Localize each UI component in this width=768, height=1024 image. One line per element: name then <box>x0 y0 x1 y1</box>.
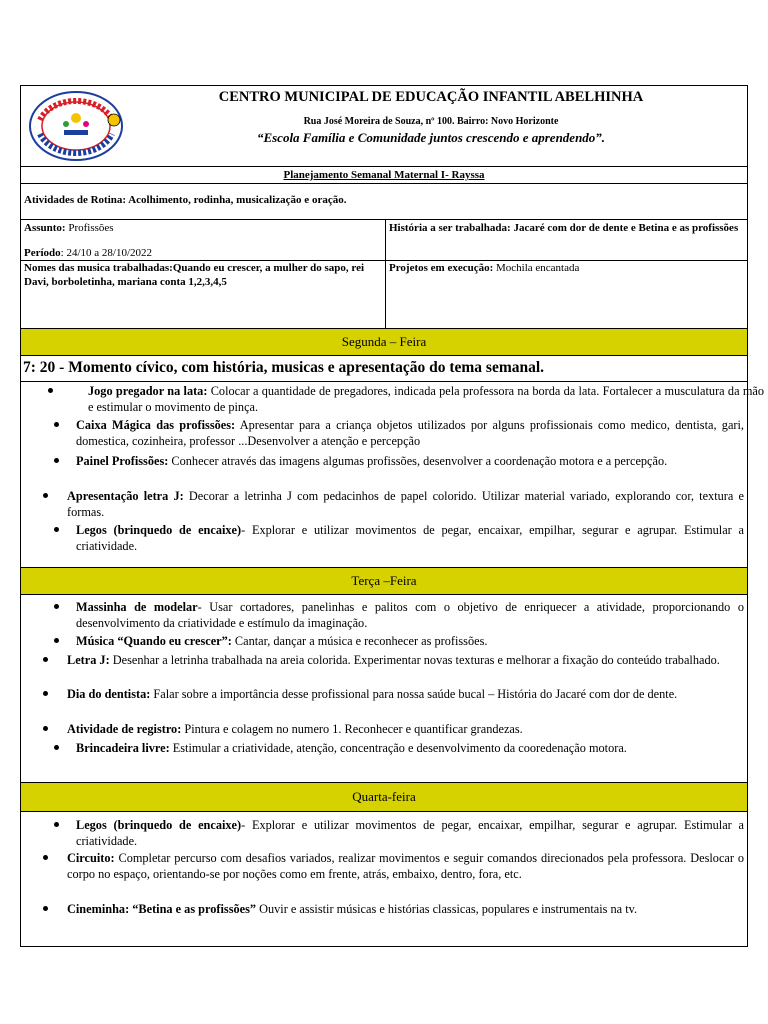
item-title: Painel Profissões: <box>76 454 169 468</box>
divider <box>21 219 747 220</box>
item-title: Circuito: <box>67 851 115 865</box>
bullet-icon <box>43 493 48 498</box>
list-item <box>54 633 744 649</box>
item-text: - Usar cortadores, panelinhas e palitos com o objetivo de enriquecer a atividade, proporcionando o desenvolvimento da criatividade e estímulo da imaginação. <box>76 600 744 630</box>
bullet-icon <box>48 388 53 393</box>
period-label: Período <box>24 247 61 259</box>
list-item <box>48 383 764 415</box>
item-title: Brincadeira livre: <box>76 741 170 755</box>
bullet-icon <box>54 822 59 827</box>
story-value: Jacaré com dor de dente e Betina e as profissões <box>510 222 739 234</box>
school-logo <box>26 90 126 162</box>
bullet-icon <box>43 855 48 860</box>
list-item <box>54 817 744 849</box>
item-text: Completar percurso com desafios variados, realizar movimentos e seguir comandos direcionados pela professora. Deslocar o corpo no espaço, orientando-se por noções como em frente, atrás, embaixo, dentro, fora, etc. <box>67 851 744 881</box>
column-divider <box>385 219 386 328</box>
monday-header <box>21 328 747 356</box>
subject-cell <box>24 221 382 235</box>
item-title: Caixa Mágica das profissões: <box>76 418 236 432</box>
item-title: Cineminha: <box>67 902 130 916</box>
list-item <box>43 850 744 882</box>
item-text: Decorar a letrinha J com pedacinhos de papel colorido. Utilizar material variado, explorando cor, textura e formas. <box>67 489 744 519</box>
monday-intro-time: 7: 20 <box>23 359 56 376</box>
item-text: Desenhar a letrinha trabalhada na areia colorida. Experimentar novas texturas e melhorar a fixação do conteúdo trabalhado. <box>109 653 720 667</box>
item-text: - Explorar e utilizar movimentos de pegar, encaixar, empilhar, segurar e agrupar. Estimular a criatividade. <box>76 818 744 848</box>
planning-document <box>20 85 764 947</box>
story-cell <box>389 221 743 235</box>
item-text: Conhecer através das imagens algumas profissões, desenvolver a coordenação motora e a percepção. <box>168 454 668 468</box>
item-title: Massinha de modelar <box>76 600 198 614</box>
logo-seal-icon <box>26 90 126 162</box>
projects-cell <box>389 261 743 275</box>
list-item <box>54 417 744 449</box>
bullet-icon <box>43 906 48 911</box>
item-text: - Explorar e utilizar movimentos de pegar, encaixar, empilhar, segurar e agrupar. Estimular a criatividade. <box>76 523 744 553</box>
list-item <box>43 652 744 668</box>
bullet-icon <box>43 691 48 696</box>
item-text: Estimular a criatividade, atenção, concentração e desenvolvimento da cooredenação motora. <box>169 741 627 755</box>
list-item <box>54 522 744 554</box>
item-title: Atividade de registro: <box>67 722 182 736</box>
item-title: Legos (brinquedo de encaixe) <box>76 818 242 832</box>
songs-cell <box>24 261 382 289</box>
list-item <box>54 740 744 756</box>
list-item <box>43 686 744 702</box>
plan-title: Planejamento Semanal Maternal I- Rayssa <box>283 169 485 181</box>
bullet-icon <box>54 638 59 643</box>
routine-label: Atividades de Rotina: <box>24 194 127 206</box>
school-motto: “Escola Família e Comunidade juntos crescendo e aprendendo”. <box>256 130 606 145</box>
period-value: : 24/10 a 28/10/2022 <box>60 247 153 259</box>
item-title: Música “Quando eu crescer”: <box>76 634 232 648</box>
bullet-icon <box>54 745 59 750</box>
list-item <box>54 599 744 631</box>
monday-intro-text: - Momento cívico, com história, musicas e apresentação do tema semanal. <box>55 359 545 376</box>
list-item <box>54 453 744 469</box>
item-title: Letra J: <box>67 653 110 667</box>
projects-value: Mochila encantada <box>493 262 580 274</box>
period-cell <box>24 246 382 260</box>
item-title: Legos (brinquedo de encaixe) <box>76 523 242 537</box>
projects-label: Projetos em execução: <box>389 262 494 274</box>
wednesday-header <box>21 782 747 812</box>
item-title: Apresentação letra J: <box>67 489 184 503</box>
school-address: Rua José Moreira de Souza, nº 100. Bairro: Novo Horizonte <box>303 116 559 127</box>
subject-value: Profissões <box>65 222 114 234</box>
item-text: Apresentar para a criança objetos utilizados por alguns profissionais como medico, dentista, gari, domestica, cozinheira, professor ...Desenvolver a atenção e percepção <box>76 418 744 448</box>
bullet-icon <box>43 657 48 662</box>
wednesday-title: Quarta-feira <box>352 789 416 804</box>
bullet-icon <box>54 604 59 609</box>
list-item <box>43 901 744 917</box>
routine-row <box>24 193 744 207</box>
bullet-icon <box>54 422 59 427</box>
tuesday-header <box>21 567 747 595</box>
item-title: Jogo pregador na lata: <box>88 384 208 398</box>
divider <box>21 381 747 382</box>
school-name: CENTRO MUNICIPAL DE EDUCAÇÃO INFANTIL ABELHINHA <box>218 89 644 105</box>
bullet-icon <box>43 726 48 731</box>
monday-title: Segunda – Feira <box>341 334 427 349</box>
songs-value: Quando eu crescer, a mulher do sapo, rei Davi, borboletinha, mariana conta 1,2,3,4,5 <box>24 262 365 288</box>
list-item <box>43 721 744 737</box>
item-text: Colocar a quantidade de pregadores, indicada pela professora na borda da lata. Fortalecer a musculatura da mão e estimular o movimento de pinça. <box>88 384 764 414</box>
item-text: Ouvir e assistir músicas e histórias classicas, populares e instrumentais na tv. <box>256 902 638 916</box>
list-item <box>43 488 744 520</box>
divider <box>21 166 747 167</box>
subject-label: Assunto: <box>24 222 66 234</box>
item-text: Cantar, dançar a música e reconhecer as profissões. <box>231 634 488 648</box>
item-title: Dia do dentista: <box>67 687 151 701</box>
songs-label: Nomes das musica trabalhadas: <box>24 262 173 274</box>
divider <box>21 183 747 184</box>
item-text: Pintura e colagem no numero 1. Reconhecer e quantificar grandezas. <box>181 722 523 736</box>
item-title-quote: “Betina e as profissões” <box>129 902 257 916</box>
story-label: História a ser trabalhada: <box>389 222 511 234</box>
bullet-icon <box>54 458 59 463</box>
monday-intro <box>23 359 747 377</box>
tuesday-title: Terça –Feira <box>351 573 417 588</box>
routine-text: Acolhimento, rodinha, musicalização e oração. <box>126 194 347 206</box>
bullet-icon <box>54 527 59 532</box>
item-text: Falar sobre a importância desse profissional para nossa saúde bucal – História do Jacaré com dor de dente. <box>150 687 678 701</box>
